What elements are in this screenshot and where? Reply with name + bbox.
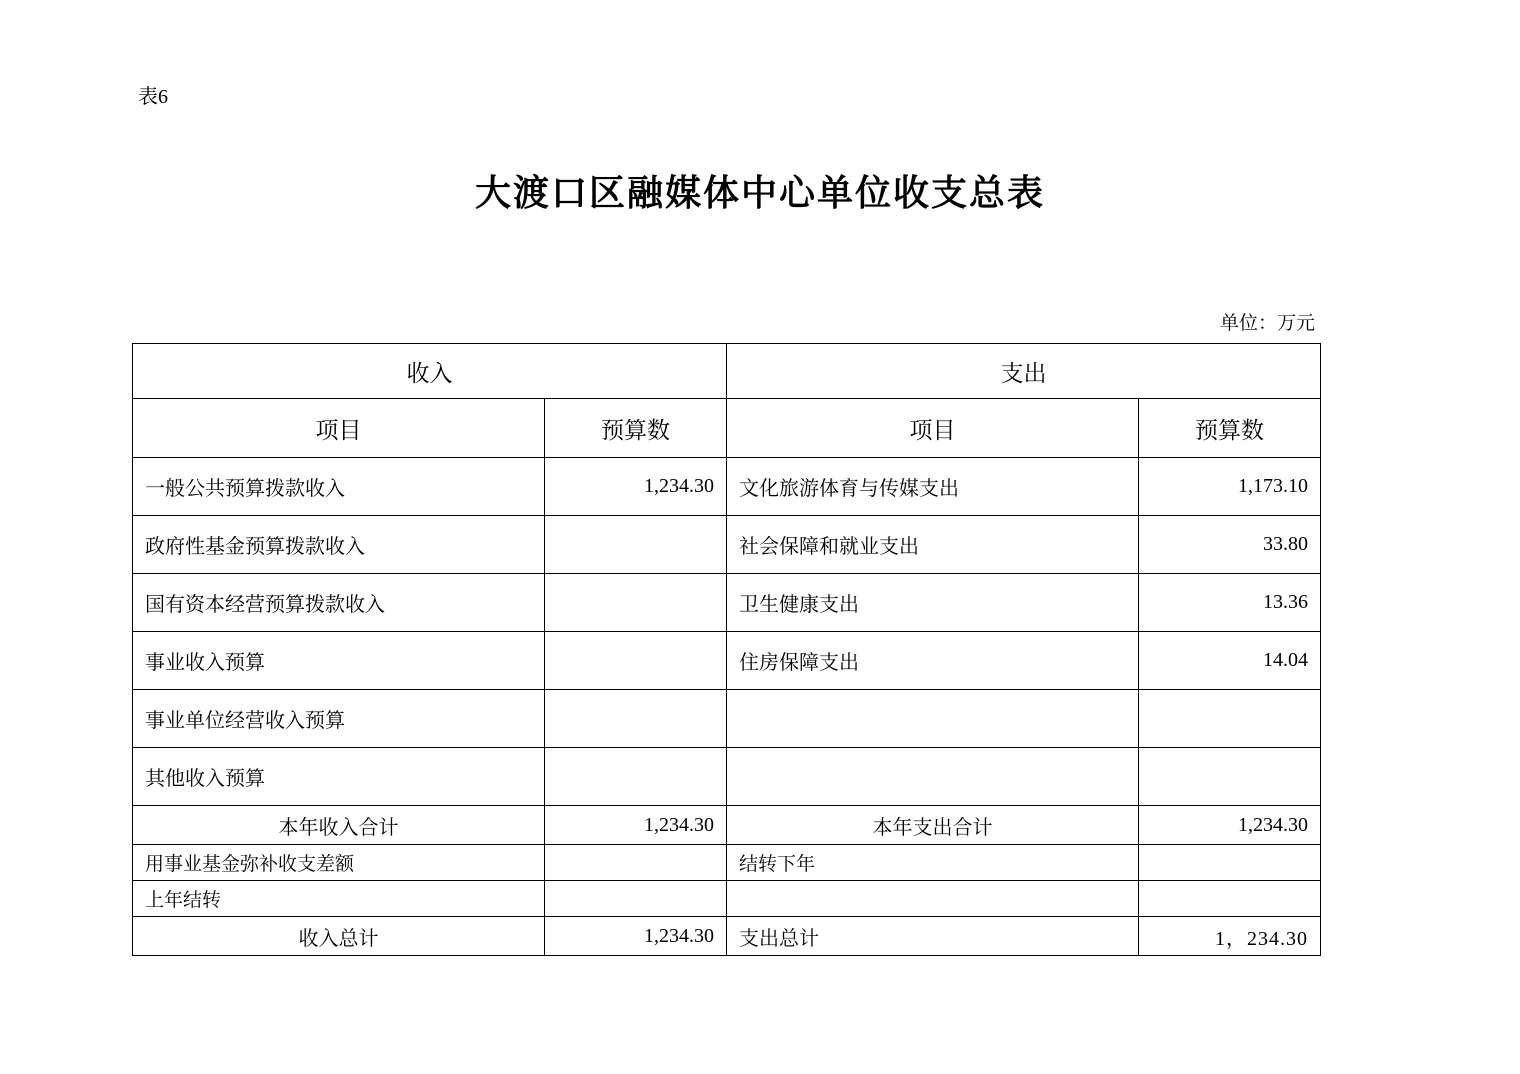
table-grand-total-row: [133, 917, 1321, 956]
table-group-header-row: [133, 344, 1321, 399]
expense-budget: [1139, 690, 1321, 748]
column-header-income-item: 项目: [133, 399, 545, 458]
income-item: 事业收入预算: [133, 632, 545, 690]
expense-budget: 14.04: [1139, 632, 1321, 690]
table-row: [133, 845, 1321, 881]
income-budget: [545, 845, 727, 881]
expense-budget: 1,173.10: [1139, 458, 1321, 516]
income-budget: [545, 690, 727, 748]
expense-budget: 33.80: [1139, 516, 1321, 574]
table-label: 表6: [138, 86, 168, 108]
table-row: [133, 748, 1321, 806]
expense-item: 文化旅游体育与传媒支出: [727, 458, 1139, 516]
income-budget: [545, 748, 727, 806]
column-header-expense-budget: 预算数: [1139, 399, 1321, 458]
expense-subtotal-value: 1,234.30: [1139, 806, 1321, 845]
expense-item: [727, 881, 1139, 917]
income-budget: 1,234.30: [545, 458, 727, 516]
group-header-expense: 支出: [727, 344, 1321, 399]
expense-item: 卫生健康支出: [727, 574, 1139, 632]
expense-item: 结转下年: [727, 845, 1139, 881]
table-row: [133, 690, 1321, 748]
column-header-income-budget: 预算数: [545, 399, 727, 458]
expense-budget: [1139, 748, 1321, 806]
expense-total-value: 1，234.30: [1139, 917, 1321, 956]
income-item: 国有资本经营预算拨款收入: [133, 574, 545, 632]
table-column-header-row: [133, 399, 1321, 458]
income-item: 事业单位经营收入预算: [133, 690, 545, 748]
expense-total-label: 支出总计: [727, 917, 1139, 956]
income-budget: [545, 881, 727, 917]
expense-item: [727, 690, 1139, 748]
expense-item: 社会保障和就业支出: [727, 516, 1139, 574]
income-total-label: 收入总计: [133, 917, 545, 956]
income-total-value: 1,234.30: [545, 917, 727, 956]
income-subtotal-value: 1,234.30: [545, 806, 727, 845]
expense-subtotal-label: 本年支出合计: [727, 806, 1139, 845]
table-row: [133, 516, 1321, 574]
table-row: [133, 574, 1321, 632]
expense-budget: [1139, 881, 1321, 917]
page-title: 大渡口区融媒体中心单位收支总表: [474, 172, 1045, 213]
income-item: 上年结转: [133, 881, 545, 917]
budget-summary-table: [132, 343, 1321, 956]
income-item: 其他收入预算: [133, 748, 545, 806]
income-item: 用事业基金弥补收支差额: [133, 845, 545, 881]
group-header-income: 收入: [133, 344, 727, 399]
income-budget: [545, 516, 727, 574]
income-subtotal-label: 本年收入合计: [133, 806, 545, 845]
income-item: 一般公共预算拨款收入: [133, 458, 545, 516]
expense-item: 住房保障支出: [727, 632, 1139, 690]
column-header-expense-item: 项目: [727, 399, 1139, 458]
table-row: [133, 881, 1321, 917]
income-budget: [545, 632, 727, 690]
expense-budget: [1139, 845, 1321, 881]
income-item: 政府性基金预算拨款收入: [133, 516, 545, 574]
income-budget: [545, 574, 727, 632]
table-subtotal-row: [133, 806, 1321, 845]
table-row: [133, 632, 1321, 690]
expense-item: [727, 748, 1139, 806]
unit-note: 单位：万元: [1219, 313, 1315, 334]
expense-budget: 13.36: [1139, 574, 1321, 632]
table-row: [133, 458, 1321, 516]
